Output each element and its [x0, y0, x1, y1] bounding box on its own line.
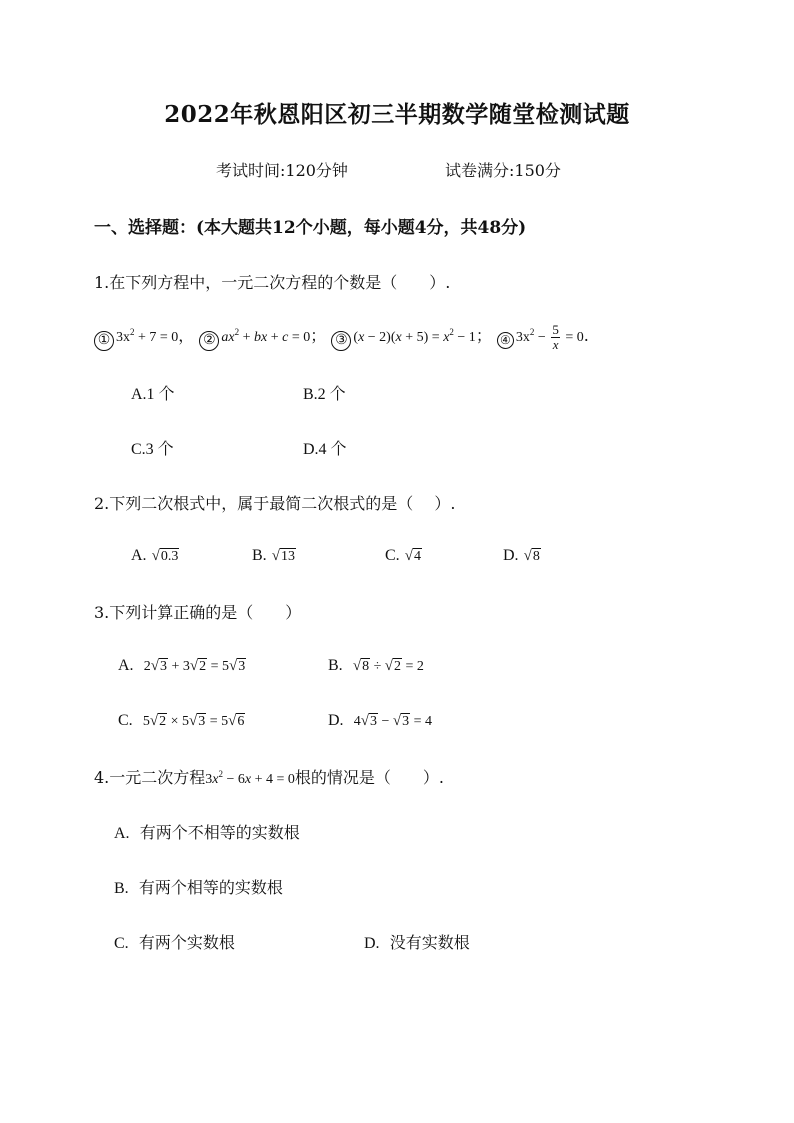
exam-title: 2022年秋恩阳区初三半期数学随堂检测试题	[164, 101, 630, 128]
separator: ，	[178, 326, 195, 345]
q1-option-c[interactable]: C.3 个	[131, 441, 174, 458]
q1-stem: 1.在下列方程中，一元二次方程的个数是（ ）.	[94, 273, 451, 292]
radical: √0.3	[151, 548, 179, 564]
eq-marker-4: ④	[497, 332, 514, 349]
radical: √8	[523, 548, 540, 564]
eq-marker-1: ①	[94, 331, 114, 351]
q4-option-b[interactable]: B. 有两个相等的实数根	[114, 878, 283, 897]
eq-marker-3: ③	[331, 331, 351, 351]
q2-option-a[interactable]: A. √0.3	[131, 547, 179, 564]
q3-option-b[interactable]: B. √8 ÷ √2 = 2	[328, 657, 424, 674]
q2-option-c[interactable]: C. √4	[385, 547, 421, 564]
q3-option-a[interactable]: A. 2√3 + 3√2 = 5√3	[118, 657, 246, 674]
radical: √4	[404, 548, 421, 564]
separator: ；	[475, 326, 492, 345]
q2-stem: 2.下列二次根式中，属于最简二次根式的是（ ）.	[94, 494, 456, 513]
end-mark: .	[583, 326, 589, 345]
q2-option-b[interactable]: B. √13	[252, 547, 295, 564]
q3-option-d[interactable]: D. 4√3 − √3 = 4	[328, 712, 433, 729]
expression: 4√3 − √3 = 4	[353, 713, 433, 729]
equation: $3x^2 - 6x + 4 = 0$	[205, 769, 295, 787]
exam-time: 考试时间:120分钟	[216, 161, 348, 180]
q4-option-d[interactable]: D. 没有实数根	[364, 933, 470, 952]
equation-2: $ax^2$ + bx + c = 0	[221, 327, 311, 345]
separator: ；	[310, 326, 327, 345]
q3-option-c[interactable]: C. 5√2 × 5√3 = 5√6	[118, 712, 245, 729]
q4-option-a[interactable]: A. 有两个不相等的实数根	[114, 823, 300, 842]
q1-option-b[interactable]: B.2 个	[303, 386, 346, 403]
eq-marker-2: ②	[199, 331, 219, 351]
expression: 2√3 + 3√2 = 5√3	[143, 658, 246, 674]
q4-stem: 4.一元二次方程$3x^2 - 6x + 4 = 0$根的情况是（ ）.	[94, 768, 445, 787]
q2-option-d[interactable]: D. √8	[503, 547, 540, 564]
full-score: 试卷满分:150分	[445, 161, 561, 180]
equation-1: $3x^2 + 7 = 0$	[116, 327, 179, 345]
equation-3: $(x - 2)(x + 5) = x^2 - 1$	[353, 327, 476, 345]
q1-equations	[94, 323, 589, 352]
expression: √8 ÷ √2 = 2	[352, 658, 424, 674]
equation-4: $3x^2$ − $\frac{5}{x}$ = 0	[515, 322, 584, 353]
q1-option-d[interactable]: D.4 个	[303, 441, 347, 458]
q4-option-c[interactable]: C. 有两个实数根	[114, 933, 235, 952]
q1-option-a[interactable]: A.1 个	[131, 386, 175, 403]
q3-stem: 3.下列计算正确的是（ ）	[94, 603, 302, 622]
expression: 5√2 × 5√3 = 5√6	[142, 713, 245, 729]
section-heading: 一、选择题：(本大题共12个小题，每小题4分，共48分)	[94, 218, 527, 238]
radical: √13	[271, 548, 295, 564]
